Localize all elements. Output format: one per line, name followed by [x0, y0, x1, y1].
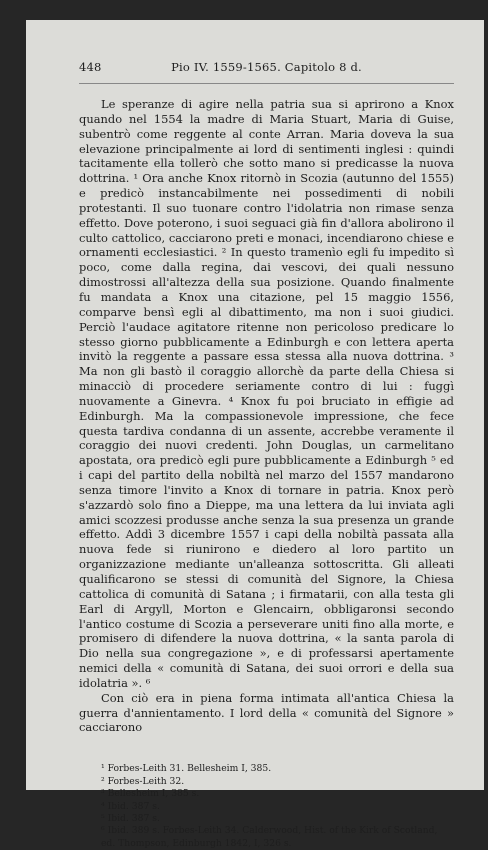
body-text: [79, 97, 454, 735]
running-title: Pio IV. 1559-1565. Capitolo 8 d.: [171, 60, 362, 74]
footnote: ⁴ Ibid. 387 s.: [101, 800, 160, 812]
book-page: [26, 20, 484, 849]
running-header: [79, 60, 454, 84]
footnote: ⁵ Ibid. 387 s.: [101, 812, 160, 824]
page-number: 448: [79, 60, 102, 74]
footnote: ² Forbes-Leith 32.: [101, 775, 185, 787]
paragraph: Con ciò era in piena forma intimata all'antica Chiesa la guerra d'annientamento. I lord della « comunità del Signore » cacciarono: [79, 690, 454, 735]
paragraph: Le speranze di agire nella patria sua si aprirono a Knox quando nel 1554 la madre di Maria Stuart, Maria di Guise, subentrò come reggente al conte Arran. Maria doveva la sua elevazione principalmente ai lord di sentimenti inglesi : quindi tacitamente ella tollerò che sotto mano si predicasse la nuova dottrina. ¹ Ora anche Knox ritornò in Scozia (autunno del 1555) e predicò instancabilmente nei possedimenti di nobili protestanti. Il suo tuonare contro l'idolatria non rimase senza effetto. Dove poterono, i suoi seguaci già fin d'allora abolirono il culto cattolico, cacciarono preti e monaci, incendiarono chiese e ornamenti ecclesiastici. ² In questo tramenìo egli fu impedito sì poco, come dalla regina, dai vescovi, dei quali nessuno dimostrossi all'altezza della sua posizione. Quando finalmente fu mandata a Knox una citazione, pel 15 maggio 1556, comparve bensì egli al dibattimento, ma non i suoi giudici. Perciò l'audace agitatore ritenne non pericoloso predicare lo stesso giorno pubblicamente a Edinburgh e con lettera aperta invitò la reggente a passare essa stessa alla nuova dottrina. ³ Ma non gli bastò il coraggio allorchè da parte della Chiesa si minacciò di procedere seriamente contro di lui : fuggì nuovamente a Ginevra. ⁴ Knox fu poi bruciato in effigie ad Edinburgh. Ma la compassionevole impressione, che fece questa tardiva condanna di un assente, accrebbe veramente il coraggio dei nuovi credenti. John Douglas, un carmelitano apostata, ora predicò egli pure pubblicamente a Edinburgh ⁵ ed i capi del partito della nobiltà nel marzo del 1557 mandarono senza timore l'invito a Knox di tornare in patria. Knox però s'azzardò solo fino a Dieppe, ma una lettera da lui inviata agli amici scozzesi produsse anche senza la sua presenza un grande effetto. Addì 3 dicembre 1557 i capi della nobiltà passata alla nuova fede si riunirono e diedero al loro partito un organizzazione mediante un'alleanza sottoscritta. Gli alleati qualificarono se stessi di comunità del Signore, la Chiesa cattolica di comunità di Satana ; i firmatarii, con alla testa gli Earl di Argyll, Morton e Glencairn, obbligaronsi secondo l'antico costume di Scozia a perseverare uniti fino alla morte, e promisero di difendere la nuova dottrina, « la santa parola di Dio nella sua congregazione », e di professarsi apertamente nemici della « comunità di Satana, dei suoi orrori e della sua idolatria ». ⁶: [79, 97, 454, 690]
footnote: ¹ Forbes-Leith 31. Bellesheim I, 385.: [101, 763, 272, 775]
footnotes: [79, 763, 454, 850]
footnote: ³ Bellesheim I, 385 s.: [101, 788, 200, 800]
footnote: ⁶ Ibid. 389 s. Forbes-Leith 34. Calderwood, Hist. of the Kirk of Scotland, ed. Thompson, Edinburgh 1842, I, 326 s.: [101, 825, 438, 849]
